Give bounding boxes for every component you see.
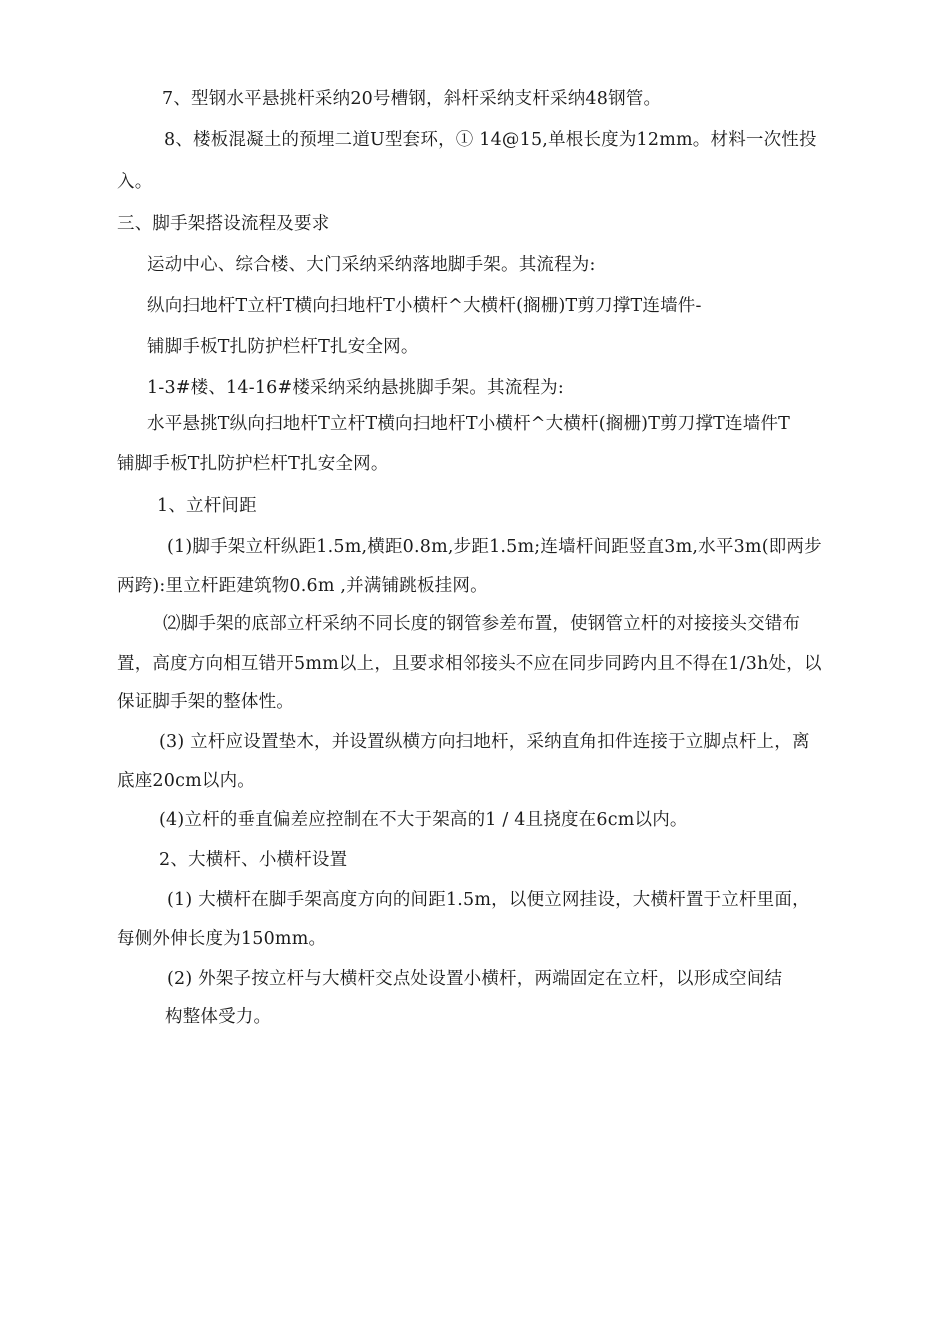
- flow-steps-cantilever-line-2: 铺脚手板T扎防护栏杆T扎安全网。: [117, 454, 389, 474]
- item-1-3-line-1: (3) 立杆应设置垫木，并设置纵横方向扫地杆，采纳直角扣件连接于立脚点杆上，离: [159, 732, 810, 752]
- item-2-2-line-2: 构整体受力。: [165, 1007, 272, 1027]
- flow-steps-ground-line-1: 纵向扫地杆T立杆T横向扫地杆T小横杆^大横杆(搁栅)T剪刀撑T连墙件-: [147, 296, 702, 316]
- item-8-line-2: 入。: [117, 172, 153, 192]
- item-2-1-line-1: (1) 大横杆在脚手架高度方向的间距1.5m，以便立网挂设，大横杆置于立杆里面，: [167, 890, 810, 910]
- section-heading-3: 三、脚手架搭设流程及要求: [117, 214, 330, 234]
- item-8-line-1: 8、楼板混凝土的预埋二道U型套环，① 14@15,单根长度为12mm。材料一次性投: [164, 130, 817, 150]
- item-1-2-line-3: 保证脚手架的整体性。: [117, 692, 294, 712]
- flow-intro-cantilever: 1-3#楼、14-16#楼采纳采纳悬挑脚手架。其流程为:: [147, 378, 564, 398]
- item-1-4-line-1: (4)立杆的垂直偏差应控制在不大于架高的1 / 4且挠度在6cm以内。: [159, 810, 688, 830]
- item-1-2-line-1: ⑵脚手架的底部立杆采纳不同长度的钢管参差布置，使钢管立杆的对接接头交错布: [163, 614, 801, 634]
- item-2-1-line-2: 每侧外伸长度为150mm。: [117, 929, 327, 949]
- subsection-2-heading: 2、大横杆、小横杆设置: [159, 850, 348, 870]
- item-7-line-1: 7、型钢水平悬挑杆采纳20号槽钢，斜杆采纳支杆采纳48钢管。: [162, 89, 662, 109]
- flow-steps-cantilever-line-1: 水平悬挑T纵向扫地杆T立杆T横向扫地杆T小横杆^大横杆(搁栅)T剪刀撑T连墙件T: [147, 414, 791, 434]
- flow-steps-ground-line-2: 铺脚手板T扎防护栏杆T扎安全网。: [147, 337, 419, 357]
- item-1-1-line-2: 两跨):里立杆距建筑物0.6m ,并满铺跳板挂网。: [117, 576, 488, 596]
- flow-intro-ground: 运动中心、综合楼、大门采纳采纳落地脚手架。其流程为:: [147, 255, 596, 275]
- item-1-2-line-2: 置，高度方向相互错开5mm以上，且要求相邻接头不应在同步同跨内且不得在1/3h处，以: [117, 654, 822, 674]
- item-1-3-line-2: 底座20cm以内。: [117, 771, 255, 791]
- subsection-1-heading: 1、立杆间距: [157, 496, 257, 516]
- item-2-2-line-1: (2) 外架子按立杆与大横杆交点处设置小横杆，两端固定在立杆，以形成空间结: [167, 969, 783, 989]
- item-1-1-line-1: (1)脚手架立杆纵距1.5m,横距0.8m,步距1.5m;连墙杆间距竖直3m,水平3m(即两步: [167, 537, 822, 557]
